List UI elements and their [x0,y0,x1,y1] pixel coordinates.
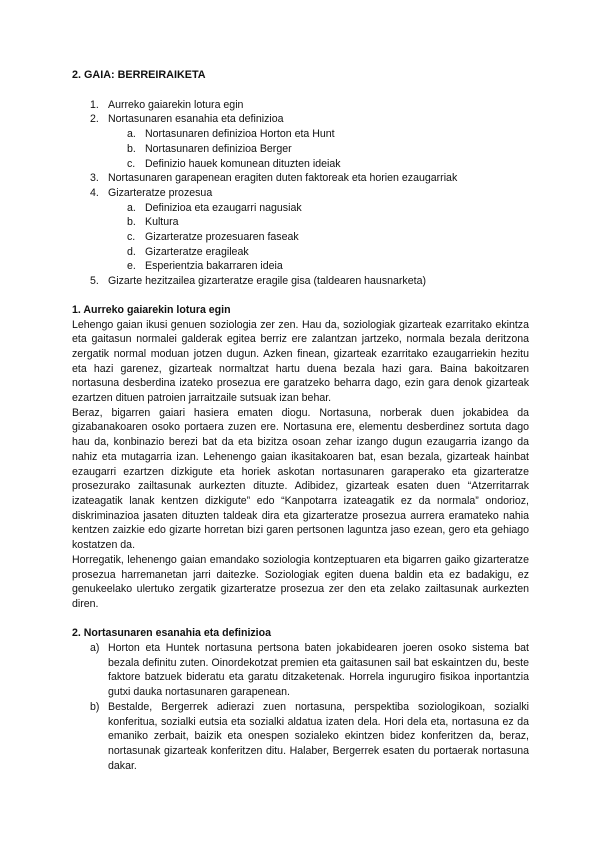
section-2-heading: 2. Nortasunaren esanahia eta definizioa [72,627,271,640]
document-page [72,68,529,788]
definition-letter: b) [90,700,100,713]
toc-sublist-container [72,201,529,275]
toc-number: 5. [90,275,99,288]
toc-letter: a. [127,201,136,214]
toc-sublist [72,201,529,275]
toc-subitem [72,230,529,245]
toc-sublist [72,127,529,171]
toc-label: Aurreko gaiarekin lotura egin [108,98,244,111]
toc-subitem [72,201,529,216]
toc-sublabel: Esperientzia bakarraren ideia [145,260,283,273]
document-title: 2. GAIA: BERREIRAIKETA [72,69,206,81]
table-of-contents [72,98,529,289]
toc-letter: c. [127,231,136,244]
section-1 [72,303,529,612]
toc-item [72,274,529,289]
toc-number: 2. [90,113,99,126]
definition-letter: a) [90,642,100,654]
toc-letter: b. [127,142,136,155]
definition-text: Bestalde, Bergerrek adierazi zuen nortasuna, perspektiba soziologikoan, sozialki konferitua, sozialki eutsia eta sozialki aldatua izaten dela. Hori dela eta, nortasuna ez da emaniko zerbait, baizik eta onespen sozialeko ekintzen bidez konferitzen da, beraz, nortasunak gizarteak konferitzen ditu. Halaber, Bergerrek esaten du portaerak nortasuna dakar. [108,700,529,772]
toc-sublabel: Definizio hauek komunean dituzten ideiak [145,157,341,170]
toc-number: 4. [90,186,99,199]
toc-subitem [72,259,529,274]
toc-subitem [72,215,529,230]
toc-subitem [72,127,529,142]
body-paragraph: Horregatik, lehenengo gaian emandako soziologia kontzeptuaren eta bigarren gaiko gizarteratze prosezua harremanetan jarri daitezke. Soziologiak egiten duena baldin eta ez badakigu, ez genukeelako ulertuko zergatik gizarteratze prosezua zer den eta zelako zailtasunak aurkezten diren. [72,553,529,610]
toc-sublabel: Nortasunaren definizioa Berger [145,142,292,155]
body-paragraph: Lehengo gaian ikusi genuen soziologia zer zen. Hau da, soziologiak gizarteak ezarritako ekintza eta gaitasun normalei galderak egitea berriz ere zalantzan jartzeko, normala bezala deritzona zergatik normal moduan jotzen dugun. Azken finean, gizarteak ezarritako ezaugarriekin hezitu eta hazi garenez, gizarteak normaltzat hartu duena bezala hazi gara. Baina bakoitzaren nortasuna desberdina izateko prosezua ere garatzeko beharra dago, ezin gara denok gizarteak ezartzen dituen patroien jarraitzaile sutsuak izan behar. [72,318,529,405]
toc-letter: c. [127,157,136,170]
toc-subitem [72,245,529,260]
toc-item [72,186,529,201]
toc-letter: e. [127,260,136,273]
toc-label: Nortasunaren garapenean eragiten duten faktoreak eta horien ezaugarriak [108,172,458,185]
section-2 [72,626,529,773]
toc-sublist-container [72,127,529,171]
toc-label: Gizarteratze prozesua [108,186,213,199]
toc-subitem [72,142,529,157]
toc-number: 3. [90,172,99,185]
definition-text: Horton eta Huntek nortasuna pertsona baten jokabidearen joeren osoko sistema bat bezala definitu zuten. Oinordekotzat premien eta gaitasunen sail bat eskaintzen du, beste faktore batzuek bideratu eta garatu ditzaketenak. Horrela ingurugiro fisikoa inportantzia gutxi dauka nortasunaren garapenean. [108,642,529,699]
toc-label: Nortasunaren esanahia eta definizioa [108,113,284,126]
toc-sublabel: Definizioa eta ezaugarri nagusiak [145,201,302,214]
section-1-heading: 1. Aurreko gaiarekin lotura egin [72,303,231,316]
body-paragraph: Beraz, bigarren gaiari hasiera ematen diogu. Nortasuna, norberak duen jokabidea da gizabanakoaren osoko portaera zuzen ere. Nortasuna ere, elementu desberdinez sortuta dago hau da, konbinazio berezi bat da eta bizitza osoan zehar izango dugun ezaugarria izango da nahiz eta mutagarria izan. Lehenengo gaian ikasitakoaren bat, esan bezala, gizarteak hainbat ezaugarri ezartzen dizkigute eta horiek askotan nortasunaren garaperako eta gizarteratze prosezurako zailtasunak aurkezten dituzte. Adibidez, gizarteak esaten duen “Atzerritarrak izateagatik lanak kentzen dizkigute” edo “Kanpotarra izateagatik ez da normala” ondorioz, diskriminazioa jasaten dituzten taldeak dira eta gizarteratze prosezua aurrera eramateko nahia kentzen zaizkie edo gizarte horretan bizi garen pertsonen laguntza jaso ezean, gero eta gehiago kostatzen da. [72,406,529,552]
toc-sublabel: Gizarteratze prozesuaren faseak [145,231,299,244]
definition-item [72,700,529,774]
toc-subitem [72,157,529,172]
toc-label: Gizarte hezitzailea gizarteratze eragile gisa (taldearen hausnarketa) [108,275,426,288]
toc-letter: d. [127,245,136,258]
toc-item [72,171,529,186]
toc-sublabel: Kultura [145,216,179,229]
toc-letter: a. [127,128,136,141]
toc-number: 1. [90,98,99,111]
toc-letter: b. [127,216,136,229]
definition-list [72,641,529,773]
definition-item [72,641,529,700]
toc-sublabel: Gizarteratze eragileak [145,245,249,258]
toc-item [72,112,529,127]
toc-sublabel: Nortasunaren definizioa Horton eta Hunt [145,128,335,141]
toc-item [72,98,529,113]
